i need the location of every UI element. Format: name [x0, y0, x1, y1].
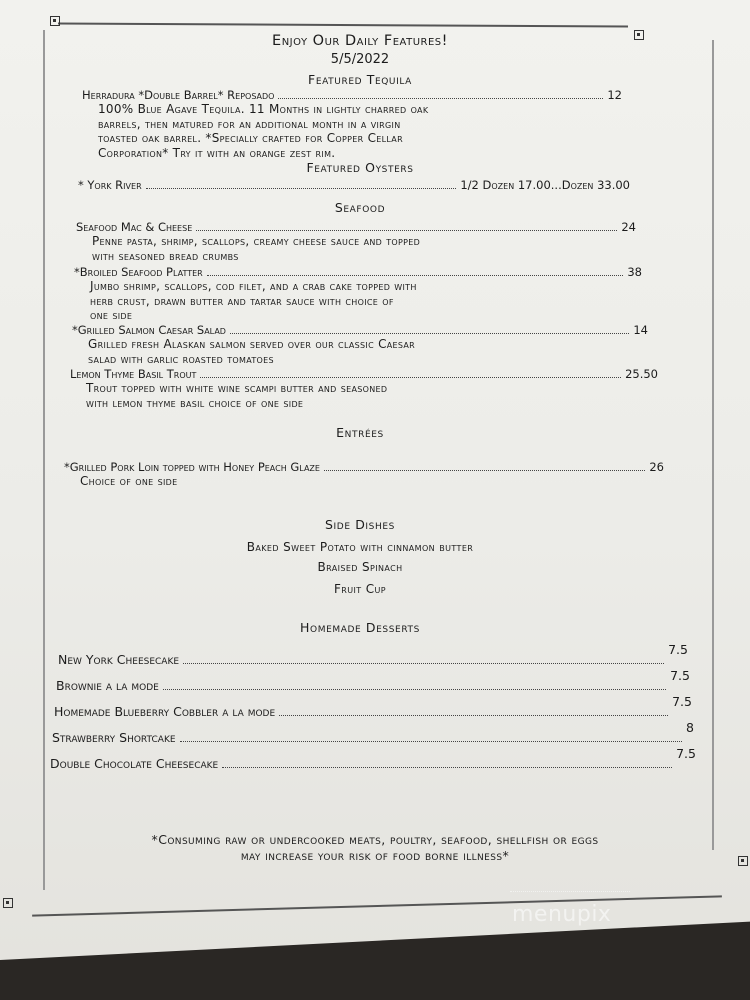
side-dish-item: Baked Sweet Potato with cinnamon butter: [246, 540, 474, 554]
dessert-item: Double Chocolate Cheesecake 7.5: [50, 746, 696, 771]
dessert-item: New York Cheesecake 7.5: [58, 642, 688, 667]
dessert-item: Homemade Blueberry Cobbler a la mode 7.5: [54, 694, 692, 719]
seafood-item: Seafood Mac & Cheese 24 Penne pasta, shrimp, scallops, creamy cheese sauce and topped with seasoned bread crumbs: [76, 220, 636, 263]
left-border-line: [43, 30, 45, 890]
section-heading-tequila: Featured Tequila: [308, 72, 412, 87]
item-name: Herradura *Double Barrel* Reposado: [82, 88, 275, 102]
side-dish-item: Fruit Cup: [333, 582, 387, 596]
item-price: 12: [607, 88, 622, 102]
item-price: 1/2 Dozen 17.00...Dozen 33.00: [460, 178, 630, 192]
section-heading-desserts: Homemade Desserts: [300, 620, 420, 635]
menu-title: Enjoy Our Daily Features!: [272, 33, 448, 49]
item-name: * York River: [78, 178, 142, 192]
section-heading-oysters: Featured Oysters: [306, 160, 414, 175]
watermark-dots: [510, 891, 630, 894]
menupix-watermark: menupix: [512, 902, 612, 927]
entree-item: *Grilled Pork Loin topped with Honey Peach Glaze 26 Choice of one side: [64, 460, 664, 488]
section-heading-sides: Side Dishes: [325, 517, 395, 532]
tequila-item: [82, 88, 622, 160]
right-border-line: [712, 40, 714, 850]
bottom-border-line: [32, 895, 722, 916]
dessert-item: Brownie a la mode 7.5: [56, 668, 690, 693]
menu-date: 5/5/2022: [330, 52, 390, 67]
corner-mark-top-left: [50, 16, 60, 26]
corner-mark-bottom-left: [3, 898, 13, 908]
seafood-item: Lemon Thyme Basil Trout 25.50 Trout topped with white wine scampi butter and seasoned with lemon thyme basil choice of one side: [70, 367, 658, 410]
section-heading-entrees: Entrées: [336, 425, 384, 440]
corner-mark-bottom-right: [738, 856, 748, 866]
food-safety-disclaimer: *Consuming raw or undercooked meats, poultry, seafood, shellfish or eggs may increase your risk of food borne illness*: [151, 832, 599, 863]
seafood-item: *Grilled Salmon Caesar Salad 14 Grilled fresh Alaskan salmon served over our classic Caesar salad with garlic roasted tomatoes: [72, 323, 648, 366]
seafood-item: *Broiled Seafood Platter 38 Jumbo shrimp, scallops, cod filet, and a crab cake topped with herb crust, drawn butter and tartar sauce with choice of one side: [74, 265, 642, 322]
dessert-item: Strawberry Shortcake 8: [52, 720, 694, 745]
item-description: 100% Blue Agave Tequila. 11 Months in lightly charred oak barrels, then matured for an additional month in a virgin toasted oak barrel. *Specially crafted for Copper Cellar Corporation* Try it with an orange zest rim.: [98, 102, 429, 160]
oyster-item: [78, 178, 630, 192]
section-heading-seafood: Seafood: [334, 200, 386, 215]
side-dish-item: Braised Spinach: [317, 560, 403, 574]
top-border-line: [58, 23, 628, 27]
